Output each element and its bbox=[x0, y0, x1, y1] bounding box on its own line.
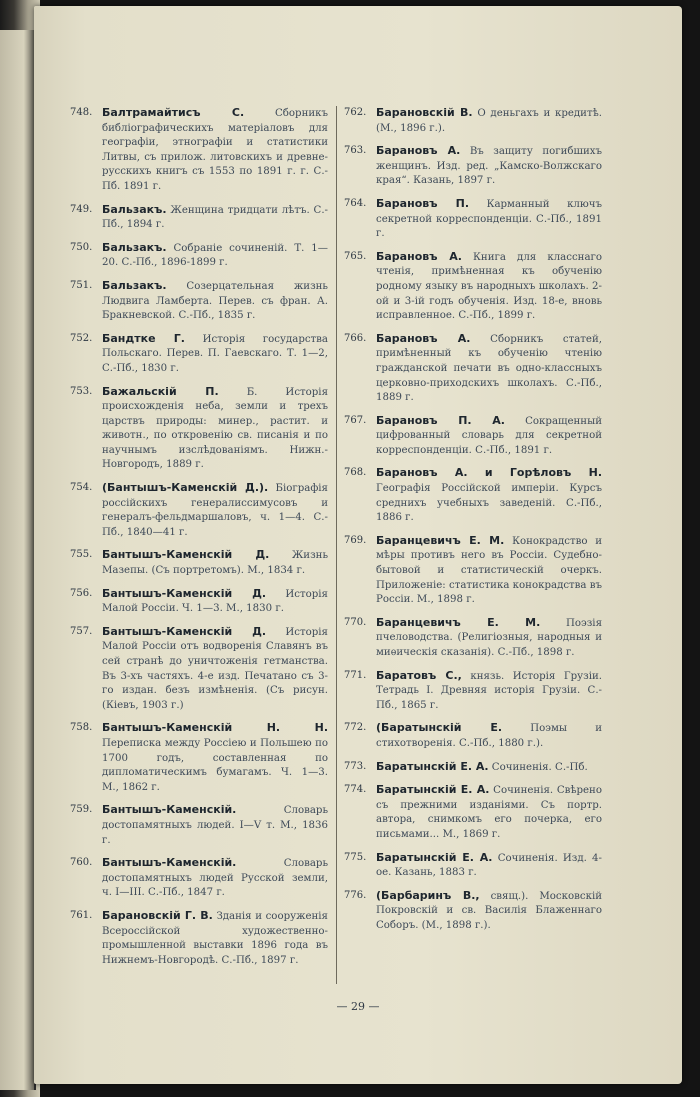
entry-number: 760. bbox=[70, 857, 93, 869]
entry-number: 753. bbox=[70, 385, 93, 397]
entry-number: 764. bbox=[344, 197, 367, 209]
entry-number: 763. bbox=[344, 145, 367, 157]
bibliography-entry bbox=[344, 414, 602, 459]
entry-description: Карманный ключъ секретной корреспонденціи. С.-Пб., 1891 г. bbox=[376, 198, 602, 240]
entry-description: Въ защиту погибшихъ женщинъ. Изд. ред. „Камско-Волжскаго края“. Казань, 1897 г. bbox=[376, 146, 602, 187]
bibliography-entry bbox=[70, 106, 328, 195]
entry-number: 769. bbox=[344, 534, 367, 546]
column-divider bbox=[336, 106, 337, 984]
entry-author: (Барбаринъ В., bbox=[376, 888, 480, 902]
entry-author: Бажальскій П. bbox=[102, 384, 219, 398]
bibliography-entry bbox=[70, 548, 328, 578]
entry-number: 766. bbox=[344, 332, 367, 344]
entry-number: 765. bbox=[344, 250, 367, 262]
entry-number: 757. bbox=[70, 625, 93, 637]
entry-description: Конокрадство и мѣры противъ него въ Россіи. Судебно-бытовой и статистическій очеркъ. Приложеніе: статистика конокрадства въ Россіи. М., 1898 г. bbox=[376, 535, 603, 606]
right-column bbox=[344, 106, 602, 942]
entry-description: Исторія государства Польскаго. Перев. П. Гаевскаго. Т. 1—2, С.-Пб., 1830 г. bbox=[102, 333, 328, 374]
entry-description: Переписка между Россіею и Польшею по 1700 годъ, составленная по дипломатическимъ бумагамъ. Ч. 1—3. М., 1862 г. bbox=[102, 737, 328, 793]
bibliography-entry bbox=[70, 241, 328, 271]
bibliography-entry bbox=[70, 332, 328, 377]
bibliography-entry bbox=[70, 856, 328, 901]
entry-description: Б. Исторія происхожденія неба, земли и трехъ царствъ природы: минер., растит. и животн., по откровенію св. писанія и по научнымъ изслѣдованіямъ. Нижн.-Новгородъ, 1889 г. bbox=[102, 386, 328, 471]
entry-author: Бантышъ-Каменскій Д. bbox=[102, 548, 270, 562]
entry-description: Сборникъ статей, примѣненный къ обученію чтенію гражданской печати въ одно-классныхъ церковно-приходскихъ школахъ. С.-Пб., 1889 г. bbox=[376, 333, 602, 404]
entry-author: Баратынскій Е. А. bbox=[376, 759, 489, 773]
entry-description: О деньгахъ и кредитѣ. (М., 1896 г.). bbox=[376, 108, 602, 134]
entry-author: Барановъ П. А. bbox=[376, 413, 505, 427]
entry-author: Барановъ А. bbox=[376, 249, 462, 263]
bibliography-entry bbox=[344, 332, 602, 406]
entry-author: Бандтке Г. bbox=[102, 331, 185, 345]
entry-description: Собраніе сочиненій. Т. 1—20. С.-Пб., 1896-1899 г. bbox=[102, 242, 328, 269]
entry-description: Исторія Малой Россіи отъ водворенія Славянъ въ сей странѣ до уничтоженія гетманства. Въ 3-хъ частяхъ. 4-е изд. Печатано съ 3-го издан. безъ измѣненія. (Съ рисун. (Кіевъ, 1903 г.) bbox=[102, 626, 328, 711]
bibliography-entry bbox=[344, 197, 602, 242]
entry-author: Бальзакъ. bbox=[102, 240, 167, 254]
entry-description: Исторія Малой Россіи. Ч. 1—3. М., 1830 г. bbox=[102, 588, 328, 615]
entry-number: 773. bbox=[344, 760, 367, 772]
entry-description: Книга для класснаго чтенія, примѣненная къ обученію родному языку въ народныхъ школахъ. 2-ой и 3-ій годъ обученія. Изд. 18-е, вновь исправленное. С.-Пб., 1899 г. bbox=[376, 251, 603, 322]
bibliography-entry bbox=[344, 106, 602, 136]
entry-description: Сочиненія. Изд. 4-ое. Казань, 1883 г. bbox=[376, 852, 602, 879]
entry-description: Біографія россійскихъ генералиссимусовъ и генералъ-фельдмаршаловъ, ч. 1—4. С.-Пб., 1840—41 г. bbox=[102, 483, 328, 538]
entry-description: Географія Россійской имперіи. Курсъ среднихъ учебныхъ заведеній. С.-Пб., 1886 г. bbox=[376, 483, 602, 524]
entry-description: Зданія и сооруженія Всероссійской художественно-промышленной выставки 1896 года въ Нижнемъ-Новгородѣ. С.-Пб., 1897 г. bbox=[102, 910, 328, 966]
bibliography-entry bbox=[344, 760, 602, 776]
bibliography-entry bbox=[344, 851, 602, 881]
entry-author: Баранцевичъ Е. М. bbox=[376, 615, 541, 629]
entry-description: Поэмы и стихотворенія. С.-Пб., 1880 г.). bbox=[376, 723, 602, 749]
book-page bbox=[34, 6, 682, 1084]
entry-number: 754. bbox=[70, 482, 93, 494]
bibliography-entry bbox=[70, 279, 328, 324]
entry-number: 756. bbox=[70, 587, 93, 599]
bibliography-entry bbox=[344, 144, 602, 189]
entry-author: Бальзакъ. bbox=[102, 202, 167, 216]
entry-description: Женщина тридцати лѣтъ. С.-Пб., 1894 г. bbox=[102, 204, 328, 231]
bibliography-entry bbox=[70, 721, 328, 795]
entry-author: Баратынскій Е. А. bbox=[376, 850, 493, 864]
entry-number: 767. bbox=[344, 414, 367, 426]
entry-number: 749. bbox=[70, 203, 93, 215]
entry-author: Бантышъ-Каменскій. bbox=[102, 856, 237, 870]
entry-number: 772. bbox=[344, 722, 367, 734]
bibliography-entry bbox=[70, 625, 328, 714]
entry-description: Сокращенный цифрованный словарь для секретной корреспонденціи. С.-Пб., 1891 г. bbox=[376, 415, 602, 456]
entry-author: Бантышъ-Каменскій. bbox=[102, 803, 237, 817]
entry-number: 762. bbox=[344, 107, 367, 118]
entry-description: свящ.). Московскій Покровскій и св. Василія Блаженнаго Соборъ. (М., 1898 г.). bbox=[376, 890, 602, 931]
bibliography-entry bbox=[70, 909, 328, 968]
entry-author: Барановъ П. bbox=[376, 196, 470, 210]
entry-number: 748. bbox=[70, 107, 93, 118]
entry-number: 758. bbox=[70, 722, 93, 734]
entry-author: Балтрамайтисъ С. bbox=[102, 106, 245, 119]
entry-number: 751. bbox=[70, 279, 93, 291]
entry-description: Созерцательная жизнь Людвига Ламберта. Перев. съ фран. А. Бракневской. С.-Пб., 1835 г. bbox=[102, 280, 328, 322]
entry-number: 750. bbox=[70, 241, 93, 253]
bibliography-entry bbox=[344, 616, 602, 661]
entry-description: Поэзія пчеловодства. (Религіозныя, народныя и миѳическія сказанія). С.-Пб., 1898 г. bbox=[376, 617, 602, 658]
bibliography-entry bbox=[344, 534, 602, 608]
bibliography-entry bbox=[70, 203, 328, 233]
entry-number: 770. bbox=[344, 616, 367, 628]
entry-number: 776. bbox=[344, 889, 367, 901]
entry-author: Барановъ А. и Горѣловъ Н. bbox=[376, 466, 602, 480]
entry-author: Бантышъ-Каменскій Д. bbox=[102, 624, 267, 638]
entry-author: Барановскій Г. В. bbox=[102, 908, 213, 922]
entry-author: Бантышъ-Каменскій Д. bbox=[102, 586, 267, 600]
bibliography-entry bbox=[70, 385, 328, 474]
entry-description: Сочиненія. Свѣрено съ прежними изданіями. Съ портр. автора, снимкомъ его почерка, его письмами... М., 1869 г. bbox=[376, 785, 602, 840]
entry-author: Баратынскій Е. А. bbox=[376, 783, 490, 797]
entry-description: Словарь достопамятныхъ людей Русской земли, ч. I—III. С.-Пб., 1847 г. bbox=[102, 858, 328, 899]
entry-description: князь. Исторія Грузіи. Тетрадь I. Древняя исторія Грузіи. С.-Пб., 1865 г. bbox=[376, 670, 602, 711]
entry-author: Барановъ А. bbox=[376, 331, 471, 345]
bibliography-entry bbox=[344, 669, 602, 714]
entry-description: Сочиненія. С.-Пб. bbox=[491, 761, 588, 773]
bibliography-entry bbox=[70, 803, 328, 848]
page-number: — 29 — bbox=[336, 1000, 380, 1013]
entry-number: 768. bbox=[344, 467, 367, 479]
entry-author: Барановскій В. bbox=[376, 106, 473, 119]
entry-author: Бальзакъ. bbox=[102, 278, 167, 292]
entry-number: 752. bbox=[70, 332, 93, 344]
bibliography-entry bbox=[70, 481, 328, 540]
entry-number: 761. bbox=[70, 909, 93, 921]
bibliography-entry bbox=[70, 587, 328, 617]
entry-number: 771. bbox=[344, 669, 367, 681]
entry-number: 775. bbox=[344, 851, 367, 863]
entry-number: 759. bbox=[70, 804, 93, 816]
bibliography-entry bbox=[344, 783, 602, 842]
entry-description: Сборникъ библіографическихъ матеріаловъ для географіи, этнографіи и статистики Литвы, съ прилож. литовскихъ и древне-русскихъ книгъ съ 1553 по 1891 г. г. С.-Пб. 1891 г. bbox=[102, 108, 328, 192]
bibliography-entry bbox=[344, 721, 602, 751]
entry-number: 774. bbox=[344, 784, 367, 796]
entry-number: 755. bbox=[70, 549, 93, 561]
entry-author: (Бантышъ-Каменскій Д.). bbox=[102, 481, 269, 495]
entry-author: Бантышъ-Каменскій Н. Н. bbox=[102, 721, 328, 735]
entry-author: Баранцевичъ Е. М. bbox=[376, 533, 505, 547]
entry-description: Жизнь Мазепы. (Съ портретомъ). М., 1834 г. bbox=[102, 550, 328, 577]
bibliography-entry bbox=[344, 889, 602, 934]
bibliography-entry bbox=[344, 466, 602, 525]
entry-author: (Баратынскій Е. bbox=[376, 721, 503, 735]
entry-description: Словарь достопамятныхъ людей. I—V т. М., 1836 г. bbox=[102, 805, 328, 846]
entry-author: Барановъ А. bbox=[376, 144, 461, 158]
bibliography-entry bbox=[344, 250, 602, 324]
left-column bbox=[70, 106, 328, 976]
entry-author: Баратовъ С., bbox=[376, 668, 462, 682]
facing-page-edge bbox=[0, 30, 36, 1090]
